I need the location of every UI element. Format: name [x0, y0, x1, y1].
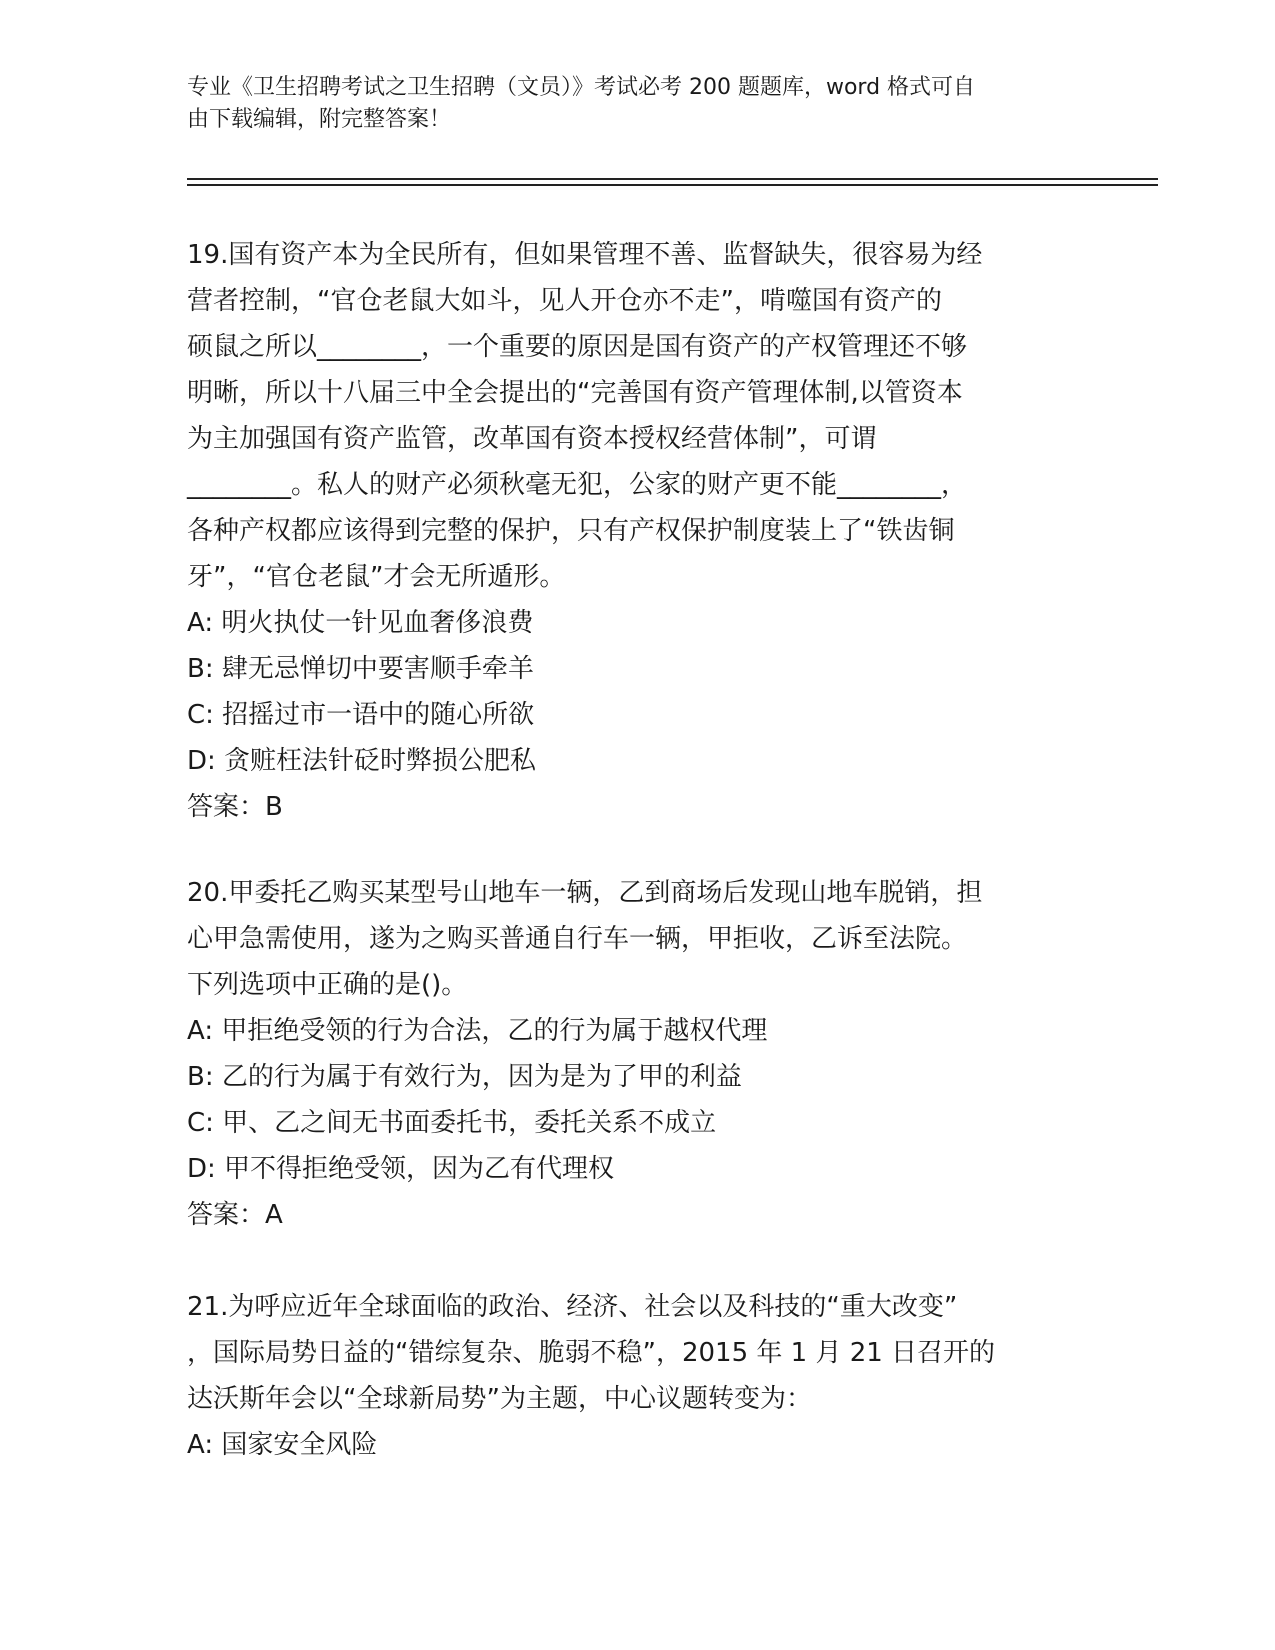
answer: 答案：B	[187, 792, 283, 822]
answer: 答案：A	[187, 1200, 283, 1230]
question-text-line: 牙”，“官仓老鼠”才会无所遁形。	[187, 562, 566, 592]
question-21	[187, 1284, 1087, 1468]
question-text-line: 为主加强国有资产监管，改革国有资本授权经营体制”，可谓	[187, 424, 877, 454]
option-c: C: 甲、乙之间无书面委托书，委托关系不成立	[187, 1108, 717, 1138]
header-line: 专业《卫生招聘考试之卫生招聘（文员）》考试必考 200 题题库，word 格式可自	[187, 75, 976, 100]
question-text-line: ________。私人的财产必须秋毫无犯，公家的财产更不能________，	[187, 470, 968, 500]
question-text-line: 营者控制，“官仓老鼠大如斗，见人开仓亦不走”，啃噬国有资产的	[187, 286, 942, 316]
question-text-line: 各种产权都应该得到完整的保护，只有产权保护制度装上了“铁齿铜	[187, 516, 955, 546]
option-b: B: 乙的行为属于有效行为，因为是为了甲的利益	[187, 1062, 742, 1092]
header-divider	[187, 184, 1158, 186]
question-text-line: 20.甲委托乙购买某型号山地车一辆，乙到商场后发现山地车脱销，担	[187, 878, 983, 908]
question-text-line: 下列选项中正确的是()。	[187, 970, 468, 1000]
question-19	[187, 232, 1087, 830]
question-text-line: 心甲急需使用，遂为之购买普通自行车一辆，甲拒收，乙诉至法院。	[187, 924, 968, 954]
question-text-line: 19.国有资产本为全民所有，但如果管理不善、监督缺失，很容易为经	[187, 240, 983, 270]
option-d: D: 甲不得拒绝受领，因为乙有代理权	[187, 1154, 615, 1184]
question-text-line: 达沃斯年会以“全球新局势”为主题，中心议题转变为：	[187, 1384, 812, 1414]
header-line: 由下载编辑，附完整答案！	[187, 107, 452, 132]
option-c: C: 招摇过市一语中的随心所欲	[187, 700, 535, 730]
option-a: A: 明火执仗一针见血奢侈浪费	[187, 608, 534, 638]
question-text-line: 硕鼠之所以________，一个重要的原因是国有资产的产权管理还不够	[187, 332, 968, 362]
question-20	[187, 870, 1087, 1238]
question-text-line: 21.为呼应近年全球面临的政治、经济、社会以及科技的“重大改变”	[187, 1292, 958, 1322]
option-a: A: 国家安全风险	[187, 1430, 378, 1460]
option-b: B: 肆无忌惮切中要害顺手牵羊	[187, 654, 534, 684]
option-a: A: 甲拒绝受领的行为合法，乙的行为属于越权代理	[187, 1016, 768, 1046]
question-text-line: ，国际局势日益的“错综复杂、脆弱不稳”，2015 年 1 月 21 日召开的	[187, 1338, 996, 1368]
question-text-line: 明晰，所以十八届三中全会提出的“完善国有资产管理体制,以管资本	[187, 378, 963, 408]
document-header	[187, 72, 1087, 136]
option-d: D: 贪赃枉法针砭时弊损公肥私	[187, 746, 537, 776]
header-divider	[187, 178, 1158, 180]
